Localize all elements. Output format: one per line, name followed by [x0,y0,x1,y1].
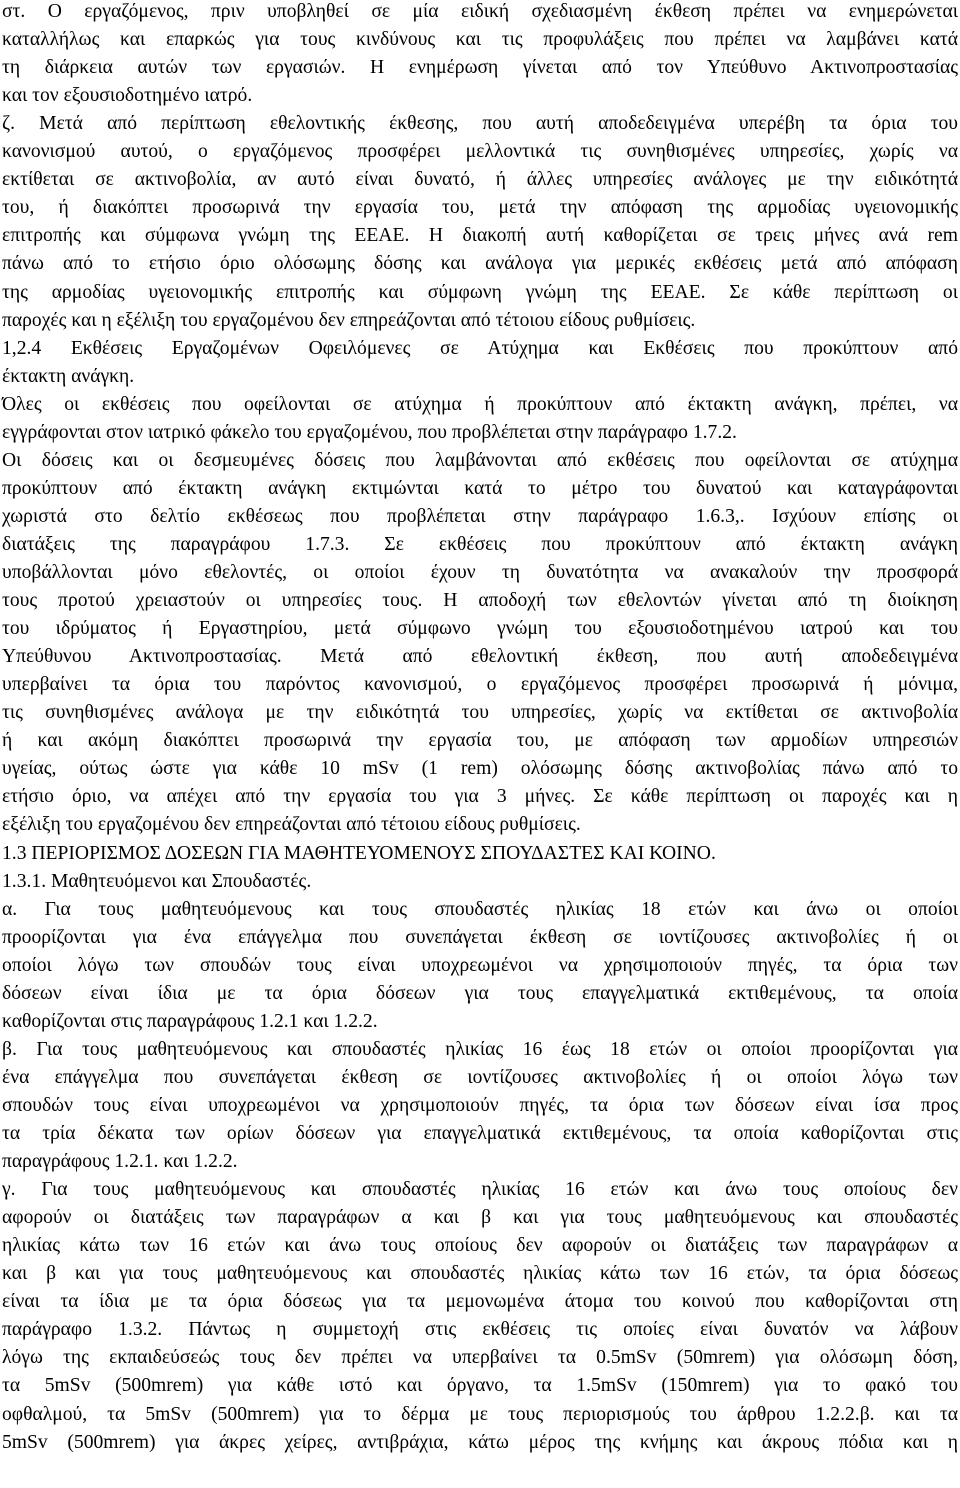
text-line: υποβάλλονται μόνο εθελοντές, οι οποίοι έχουν τη δυνατότητα να ανακαλούν την προσφορά [2,562,958,583]
text-line: και τον εξουσιοδοτημένο ιατρό. [2,85,253,107]
text-line: καθορίζονται στις παραγράφους 1.2.1 και 1.2.2. [2,1010,378,1032]
text-line: παραγράφους 1.2.1. και 1.2.2. [2,1151,238,1173]
text-line: και β και για τους μαθητευόμενους και σπουδαστές ηλικίας κάτω των 16 ετών, τα όρια δόσεως [2,1263,958,1285]
text-line: είναι τα ίδια με τα όρια δόσεως για τα μεμονωμένα άτομα του κοινού που καθορίζονται στη [2,1291,958,1313]
text-line: πάνω από το ετήσιο όριο ολόσωμης δόσης και ανάλογα για μερικές εκθέσεις μετά από απόφαση [2,253,958,275]
text-line: παροχές και η εξέλιξη του εργαζομένου δεν επηρεάζονται από τέτοιου είδους ρυθμίσεις. [2,309,696,331]
text-line: αφορούν οι διατάξεις των παραγράφων α και β και για τους μαθητευόμενους και σπουδαστές [2,1207,958,1229]
text-line: επιτροπής και σύμφωνα γνώμη της ΕΕΑΕ. Η διακοπή αυτή καθορίζεται σε τρεις μήνες ανά rem [2,225,958,247]
text-line: προκύπτουν από έκτακτη ανάγκη εκτιμώνται κατά το μέτρο του δυνατού και καταγράφονται [2,477,958,499]
text-line: του, ή διακόπτει προσωρινά την εργασία του, μετά την απόφαση της αρμοδίας υγειονομικής [2,197,958,219]
text-line: υγείας, ούτως ώστε για κάθε 10 mSv (1 rem) ολόσωμης δόσης ακτινοβολίας πάνω από το [2,758,958,780]
text-line: ηλικίας κάτω των 16 ετών και άνω τους οποίους δεν αφορούν οι διατάξεις των παραγράφων α [2,1235,958,1257]
text-line: ετήσιο όριο, να απέχει από την εργασία του για 3 μήνες. Σε κάθε περίπτωση οι παροχές και η [2,786,958,808]
text-line: δόσεων είναι ίδια με τα όρια δόσεων για τους επαγγελματικά εκτιθεμένους, τα οποία [2,982,958,1004]
text-line: τα 5mSv (500mrem) για κάθε ιστό και όργανο, τα 1.5mSv (150mrem) για το φακό του [2,1375,958,1397]
text-line: 1.3.1. Μαθητευόμενοι και Σπουδαστές. [2,870,312,892]
text-line: γ. Για τους μαθητευόμενους και σπουδαστές ηλικίας 16 ετών και άνω τους οποίους δεν [2,1179,958,1201]
text-line: Οι δόσεις και οι δεσμευμένες δόσεις που λαμβάνονται από εκθέσεις που οφείλονται σε ατύχημα [2,449,958,471]
text-line: εξέλιξη του εργαζομένου δεν επηρεάζονται από τέτοιου είδους ρυθμίσεις. [2,814,581,836]
text-line: κανονισμού αυτού, ο εργαζόμενος προσφέρει μελλοντικά τις συνηθισμένες υπηρεσίες, χωρίς να [2,141,958,163]
text-line: προορίζονται για ένα επάγγελμα που συνεπάγεται έκθεση σε ιοντίζουσες ακτινοβολίες ή οι [2,926,958,948]
text-line: παράγραφο 1.3.2. Πάντως η συμμετοχή στις εκθέσεις τις οποίες είναι δυνατόν να λάβουν [2,1319,958,1341]
text-line: 5mSv (500mrem) για άκρες χείρες, αντιβράχια, κάτω μέρος της κνήμης και άκρους πόδια και η [2,1431,958,1453]
text-line: χωριστά στο δελτίο εκθέσεως που προβλέπεται στην παράγραφο 1.6.3,. Ισχύουν επίσης οι [2,505,958,527]
text-line: τους προτού χρειαστούν οι υπηρεσίες τους. Η αποδοχή των εθελοντών γίνεται από τη διοίκηση [2,590,958,612]
text-line: οφθαλμού, τα 5mSv (500mrem) για το δέρμα με τους περιορισμούς του άρθρου 1.2.2.β. και τα [2,1403,958,1425]
text-line: εγγράφονται στον ιατρικό φάκελο του εργαζομένου, που προβλέπεται στην παράγραφο 1.7.2. [2,421,737,443]
text-line: ένα επάγγελμα που συνεπάγεται έκθεση σε ιοντίζουσες ακτινοβολίες ή οι οποίοι λόγω των [2,1066,958,1088]
text-line: ζ. Μετά από περίπτωση εθελοντικής έκθεσης, που αυτή αποδεδειγμένα υπερέβη τα όρια του [2,113,958,135]
text-line: υπερβαίνει τα όρια του παρόντος κανονισμού, ο εργαζόμενος προσφέρει προσωρινά ή μόνιμα, [2,674,958,696]
text-line: εκτίθεται σε ακτινοβολία, αν αυτό είναι δυνατό, ή άλλες υπηρεσίες ανάλογες με την ειδικότητά [2,169,958,191]
text-line: στ. Ο εργαζόμενος, πριν υποβληθεί σε μία ειδική σχεδιασμένη έκθεση πρέπει να ενημερώνεται [2,1,958,22]
text-line: οποίοι λόγω των σπουδών τους είναι υποχρεωμένοι να χρησιμοποιούν πηγές, τα όρια των [2,954,958,976]
text-line: α. Για τους μαθητευόμενους και τους σπουδαστές ηλικίας 18 ετών και άνω οι οποίοι [2,898,958,920]
text-line: Υπεύθυνου Ακτινοπροστασίας. Μετά από εθελοντική έκθεση, που αυτή αποδεδειγμένα [2,646,958,668]
text-line: β. Για τους μαθητευόμενους και σπουδαστές ηλικίας 16 έως 18 ετών οι οποίοι προορίζονται για [2,1038,958,1060]
text-line: τις συνηθισμένες ανάλογα με την ειδικότητά του υπηρεσίες, χωρίς να εκτίθεται σε ακτινοβολία [2,702,958,724]
text-line: λόγω της εκπαιδεύσεώς τους δεν πρέπει να υπερβαίνει τα 0.5mSv (50mrem) για ολόσωμη δόση, [2,1347,958,1369]
text-line: ή και ακόμη διακόπτει προσωρινά την εργασία του, με απόφαση των αρμοδίων υπηρεσιών [2,730,958,752]
text-line: τα τρία δέκατα των ορίων δόσεων για επαγγελματικά εκτιθεμένους, τα οποία καθορίζονται στις [2,1123,958,1144]
text-line: καταλλήλως και επαρκώς για τους κινδύνους και τις προφυλάξεις που πρέπει να λαμβάνει κατά [2,29,958,51]
text-line: της αρμοδίας υγειονομικής επιτροπής και σύμφωνη γνώμη της ΕΕΑΕ. Σε κάθε περίπτωση οι [2,281,958,303]
text-line: έκτακτη ανάγκη. [2,365,135,387]
text-line: διατάξεις της παραγράφου 1.7.3. Σε εκθέσεις που προκύπτουν από έκτακτη ανάγκη [2,533,958,555]
text-line: 1.3 ΠΕΡΙΟΡΙΣΜΟΣ ΔΟΣΕΩΝ ΓΙΑ ΜΑΘΗΤΕΥΟΜΕΝΟΥΣ ΣΠΟΥΔΑΣΤΕΣ ΚΑΙ ΚΟΙΝΟ. [2,842,716,864]
text-line: 1,2.4 Εκθέσεις Εργαζομένων Οφειλόμενες σε Ατύχημα και Εκθέσεις που προκύπτουν από [2,337,958,359]
text-line: σπουδών τους είναι υποχρεωμένοι να χρησιμοποιούν πηγές, τα όρια των δόσεων είναι ίσα προς [2,1094,958,1116]
text-line: Όλες οι εκθέσεις που οφείλονται σε ατύχημα ή προκύπτουν από έκτακτη ανάγκη, πρέπει, να [2,393,958,415]
text-line: του ιδρύματος ή Εργαστηρίου, μετά σύμφωνο γνώμη του εξουσιοδοτημένου ιατρού και του [2,618,958,640]
text-line: τη διάρκεια αυτών των εργασιών. Η ενημέρωση γίνεται από τον Υπεύθυνο Ακτινοπροστασίας [2,57,958,79]
